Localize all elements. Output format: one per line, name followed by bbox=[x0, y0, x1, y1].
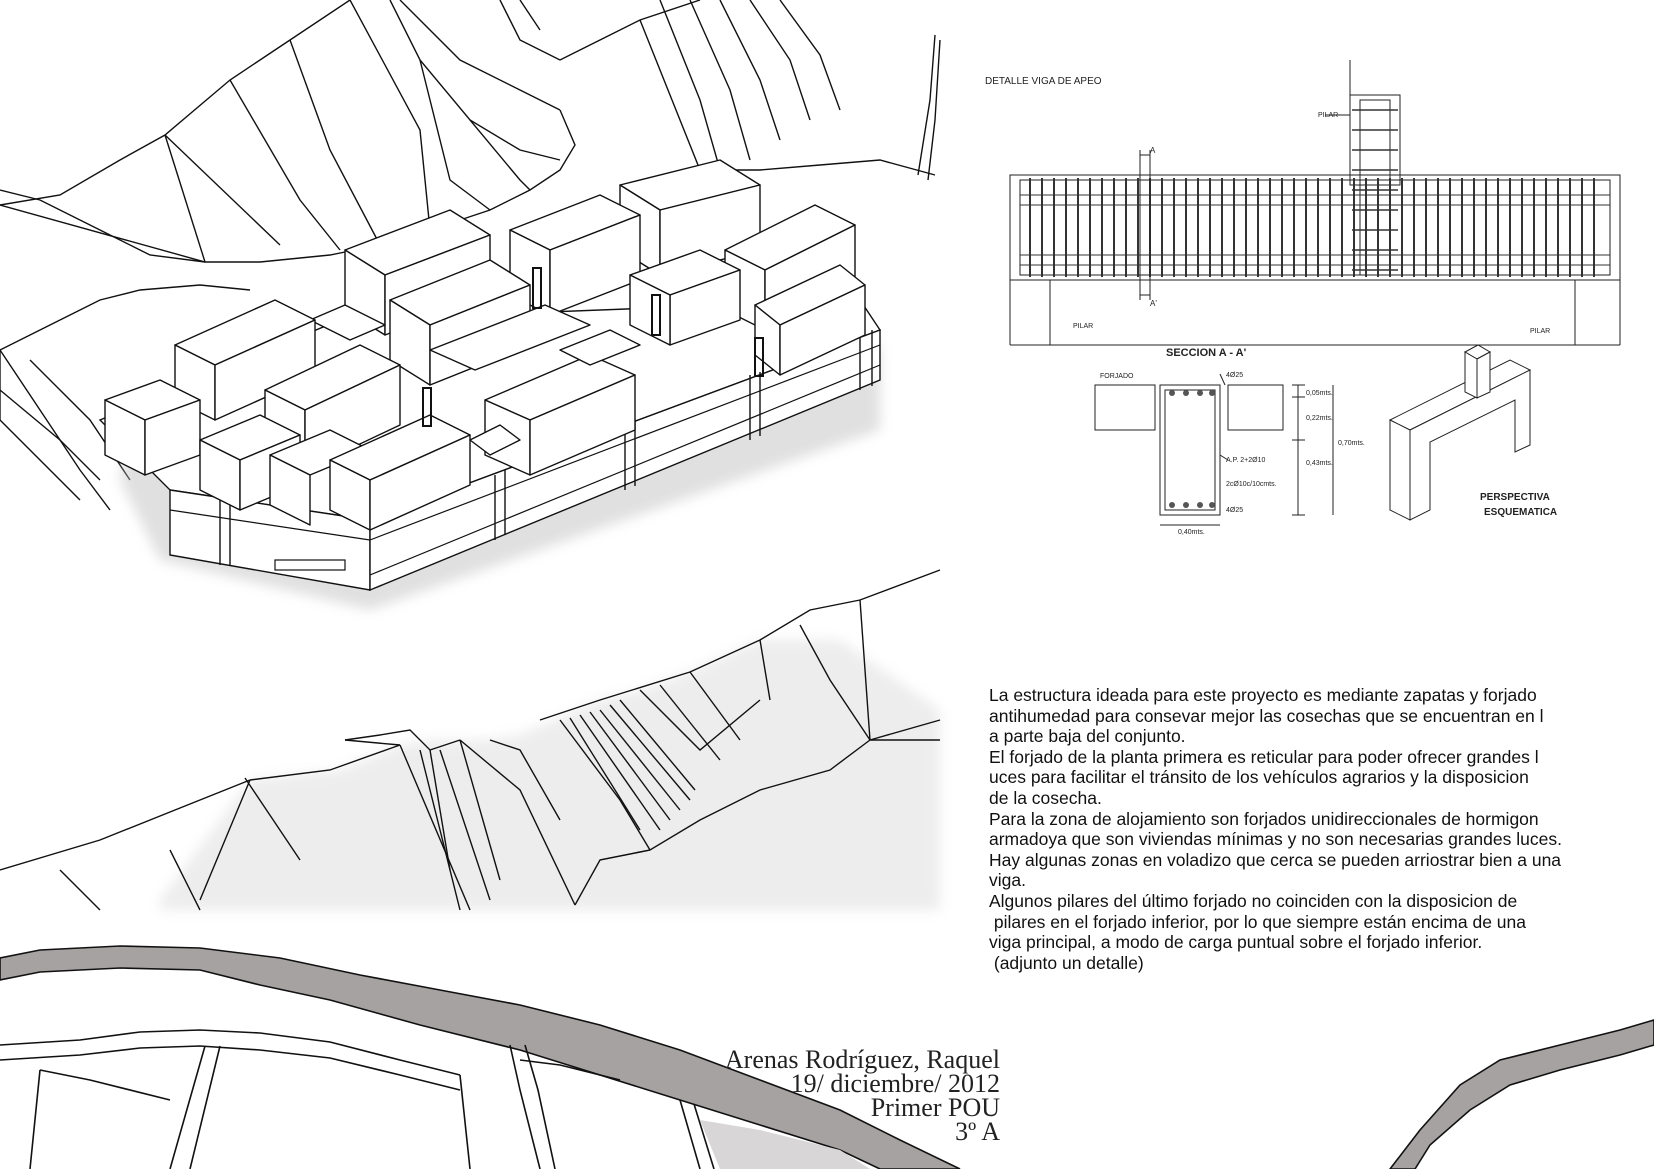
author-group: 3º A bbox=[955, 1117, 1000, 1146]
structure-description bbox=[989, 685, 1629, 973]
description-line: Para la zona de alojamiento son forjados unidireccionales de hormigon bbox=[989, 808, 1539, 829]
description-line: pilares en el forjado inferior, por lo que siempre están encima de una bbox=[989, 911, 1526, 932]
author-block bbox=[724, 1045, 1000, 1146]
description-line: antihumedad para consevar mejor las cosechas que se encuentran en l bbox=[989, 705, 1544, 726]
description-line: viga. bbox=[989, 870, 1026, 891]
description-line: de la cosecha. bbox=[989, 787, 1102, 808]
label-section-a: A bbox=[1150, 146, 1156, 155]
label-dim-1: 0,05mts. bbox=[1306, 390, 1333, 397]
author-course: Primer POU bbox=[870, 1093, 1000, 1122]
perspective-line-1: PERSPECTIVA bbox=[1480, 492, 1550, 503]
label-rebar-bottom: 4Ø25 bbox=[1226, 507, 1244, 514]
label-pilar-left: PILAR bbox=[1073, 323, 1094, 330]
description-line: Algunos pilares del último forjado no coinciden con la disposicion de bbox=[989, 890, 1518, 911]
author-date: 19/ diciembre/ 2012 bbox=[790, 1069, 1000, 1098]
section-drawing bbox=[1095, 374, 1333, 525]
terrain-middle bbox=[160, 640, 940, 910]
detail-title: DETALLE VIGA DE APEO bbox=[985, 76, 1102, 87]
beam-stirrups bbox=[1020, 110, 1610, 277]
label-pilar-top: PILAR bbox=[1318, 112, 1339, 119]
label-section-a-prime: A' bbox=[1150, 299, 1157, 308]
description-line: uces para facilitar el tránsito de los vehículos agrarios y la disposicion bbox=[989, 767, 1529, 788]
description-line: Hay algunas zonas en voladizo que cerca se pueden arriostrar bien a una bbox=[989, 849, 1562, 870]
river-band-right bbox=[1390, 1020, 1654, 1169]
description-line: viga principal, a modo de carga puntual sobre el forjado inferior. bbox=[989, 932, 1483, 953]
description-line: a parte baja del conjunto. bbox=[989, 726, 1186, 747]
description-line: (adjunto un detalle) bbox=[989, 952, 1144, 973]
label-dim-3: 0,43mts. bbox=[1306, 460, 1333, 467]
perspective-line-2: ESQUEMATICA bbox=[1484, 507, 1558, 518]
label-forjado: FORJADO bbox=[1100, 373, 1134, 380]
label-dim-total: 0,70mts. bbox=[1338, 440, 1365, 447]
label-stirrups: 2cØ10c/10cmts. bbox=[1226, 481, 1277, 488]
label-section-width: 0,40mts. bbox=[1178, 529, 1205, 536]
author-name: Arenas Rodríguez, Raquel bbox=[724, 1045, 1000, 1074]
label-pilar-right: PILAR bbox=[1530, 328, 1551, 335]
description-line: armadoya que son viviendas mínimas y no son necesarias grandes luces. bbox=[989, 829, 1562, 850]
label-rebar-top: 4Ø25 bbox=[1226, 372, 1244, 379]
beam-detail-drawing bbox=[1010, 60, 1620, 345]
label-dim-2: 0,22mts. bbox=[1306, 415, 1333, 422]
label-ap: A.P. 2+2Ø10 bbox=[1226, 457, 1266, 464]
building-axonometric bbox=[100, 160, 880, 610]
description-line: La estructura ideada para este proyecto es mediante zapatas y forjado bbox=[989, 685, 1537, 705]
section-title: SECCION A - A' bbox=[1166, 347, 1247, 359]
description-line: El forjado de la planta primera es reticular para poder ofrecer grandes l bbox=[989, 746, 1539, 767]
